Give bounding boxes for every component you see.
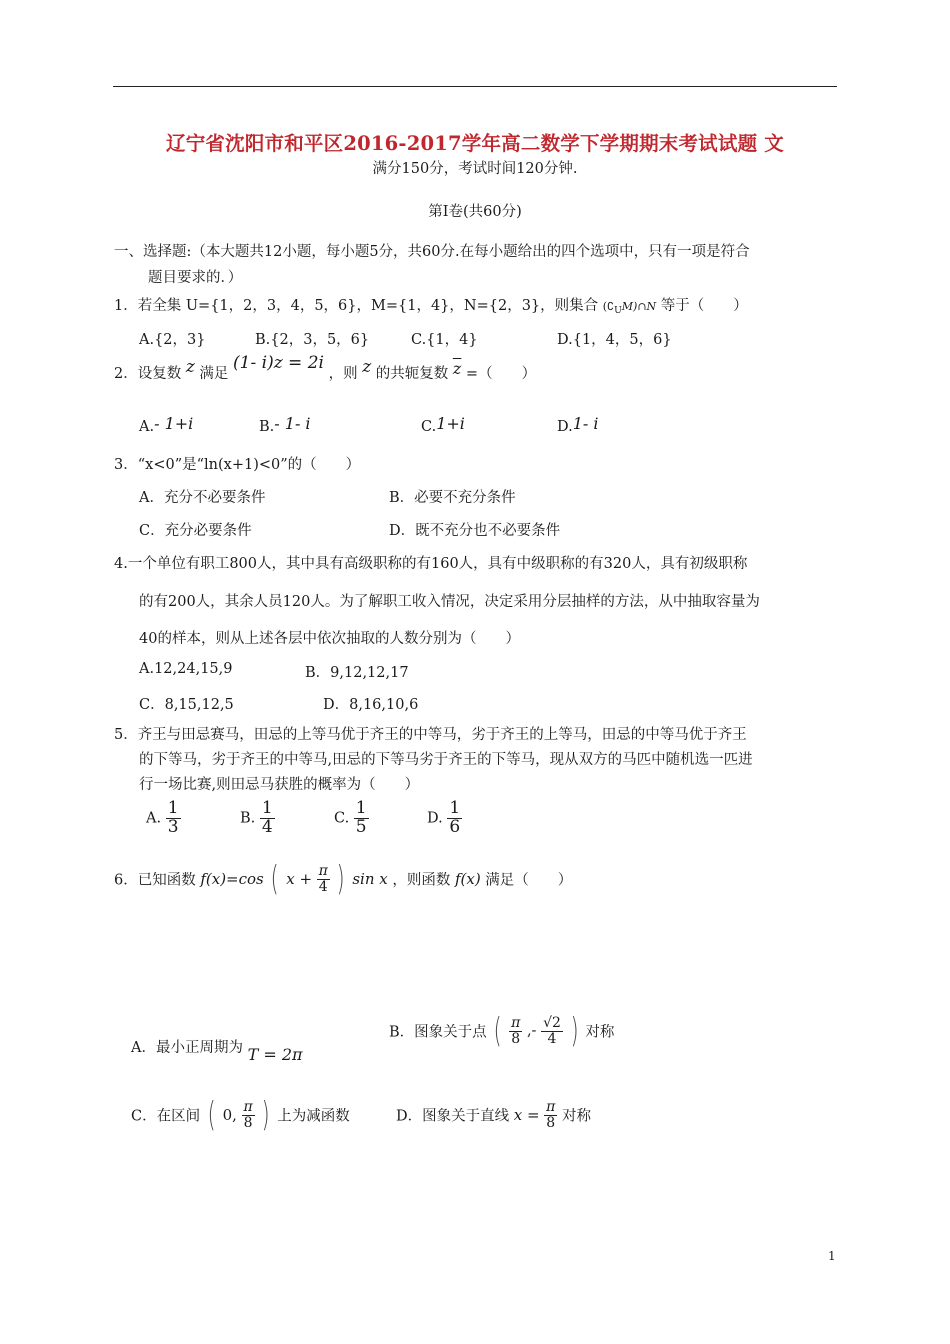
q1-option-b: B.{2，3，5，6} <box>255 332 370 348</box>
q4-option-d: D．8,16,10,6 <box>323 697 419 713</box>
q3-option-a: A．充分不必要条件 <box>139 490 266 506</box>
q1-option-c: C.{1，4} <box>411 332 478 348</box>
q3-option-c: C．充分必要条件 <box>139 523 252 539</box>
question-5-line2: 的下等马，劣于齐王的中等马,田忌的下等马劣于齐王的下等马，现从双方的马匹中随机选一匹进 <box>139 752 753 768</box>
question-1 <box>114 294 748 316</box>
page-number: 1 <box>828 1249 836 1263</box>
section-heading: 第Ⅰ卷(共60分) <box>428 204 522 220</box>
question-4-line2: 的有200人，其余人员120人。为了解职工收入情况，决定采用分层抽样的方法，从中抽取容量为 <box>139 594 760 610</box>
question-4-line1: 4.一个单位有职工800人，其中具有高级职称的有160人，具有中级职称的有320人，具有初级职称 <box>114 556 748 572</box>
q2-conjugate: $\overline{z}$ <box>452 359 462 378</box>
instructions-line2: 题目要求的．） <box>148 270 243 286</box>
question-5-line3: 行一场比赛,则田忌马获胜的概率为（ ） <box>139 777 420 793</box>
q2-option-b: B.- 1- i <box>259 414 311 435</box>
q3-option-b: B．必要不充分条件 <box>389 490 516 506</box>
question-6: 6．已知函数 f(x)=cos ( x + $\frac{\pi}{4}$ ) sin x ，则函数 f(x) 满足（ ） <box>114 859 573 899</box>
q1-text: 1．若全集 U={1，2，3，4，5，6}，M={1，4}，N={2，3}，则集合 <box>114 298 599 314</box>
q5-option-c: C. $\frac{1}{5}$ <box>334 798 367 837</box>
q6-function: f(x)=cos <box>200 870 264 888</box>
question-3: 3．“x<0”是“ln(x+1)<0”的（ ） <box>114 457 361 473</box>
exam-title: 辽宁省沈阳市和平区2016-2017学年高二数学下学期期末考试试题 文 <box>166 132 784 155</box>
q5-option-d: D. $\frac{1}{6}$ <box>427 798 461 837</box>
exam-subtitle: 满分150分，考试时间120分钟. <box>372 161 578 177</box>
q2-equation: (1- i)z = 2i <box>233 353 324 373</box>
q5-option-a: A. $\frac{1}{3}$ <box>146 798 179 837</box>
q6-option-d: D．图象关于直线 x = $\frac{\pi}{8}$ 对称 <box>396 1099 591 1131</box>
q1-set-expr: $(∁_UM)\cap N$ <box>602 300 657 317</box>
q3-option-d: D．既不充分也不必要条件 <box>389 523 561 539</box>
q6-option-a: A．最小正周期为 T = 2π <box>131 1040 303 1064</box>
q1-option-a: A.{2，3} <box>139 332 206 348</box>
q2-option-d: D.1- i <box>557 414 599 435</box>
q2-option-a: A.- 1+i <box>139 414 194 435</box>
q6-option-b: B．图象关于点 ( $\frac{\pi}{8}$ ,- $\frac{√2}{4}$ ) 对称 <box>389 1011 615 1051</box>
instructions-line1: 一、选择题:（本大题共12小题，每小题5分，共60分.在每小题给出的四个选项中，只有一项是符合 <box>114 244 750 260</box>
q1-option-d: D.{1，4，5，6} <box>557 332 672 348</box>
question-5-line1: 5．齐王与田忌赛马，田忌的上等马优于齐王的中等马，劣于齐王的上等马，田忌的中等马优于齐王 <box>114 727 747 743</box>
q5-option-b: B. $\frac{1}{4}$ <box>240 798 273 837</box>
q2-option-c: C.1+i <box>421 414 465 435</box>
q4-option-a: A.12,24,15,9 <box>139 661 233 677</box>
header-rule <box>113 86 837 87</box>
q2-var: z <box>185 357 195 377</box>
q6-option-c: C．在区间 ( 0, $\frac{\pi}{8}$ ) 上为减函数 <box>131 1095 350 1135</box>
question-2: 2．设复数 z 满足 (1- i)z = 2i ，则 z 的共轭复数 $\overline{z}$ =（ ） <box>114 353 537 382</box>
q4-option-b: B．9,12,12,17 <box>305 665 409 681</box>
q1-text-end: 等于（ ） <box>660 298 748 314</box>
q4-option-c: C．8,15,12,5 <box>139 697 234 713</box>
question-4-line3: 40的样本，则从上述各层中依次抽取的人数分别为（ ） <box>139 631 520 647</box>
